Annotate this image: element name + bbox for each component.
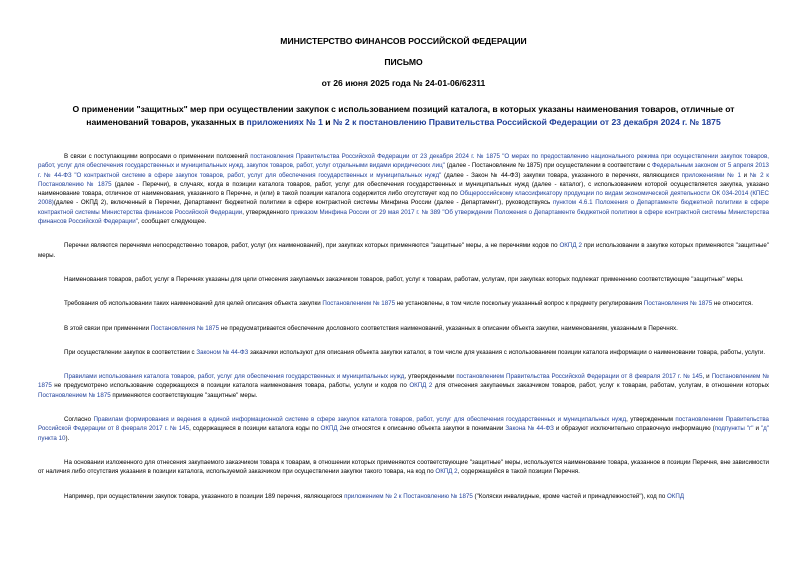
- text: (далее - Постановление № 1875) при осуществлении в соответствии с: [444, 162, 653, 170]
- link-resolution-1875[interactable]: Постановлением № 1875: [38, 391, 111, 399]
- paragraph-1: [38, 152, 769, 226]
- text: При осуществлении закупок в соответствии с: [64, 348, 197, 356]
- text: , содержащиеся в позиции каталога коды по: [189, 425, 321, 433]
- link-appendix-2[interactable]: № 2 к Постановлению № 1875: [38, 171, 769, 188]
- link-subparagraph-g[interactable]: подпункты "г": [714, 425, 754, 433]
- text: В этой связи при применении: [64, 324, 151, 332]
- link-okpd2[interactable]: ОКПД 2: [559, 242, 582, 250]
- link-okpd2[interactable]: ОКПД 2: [409, 382, 433, 390]
- title-text: О применении "защитных" мер при осуществлении закупок с использованием позиций каталога, в которых указаны наименования товаров, отличные от наименований товаров, указанных в: [72, 104, 735, 127]
- text: , содержащийся в такой позиции Перечня.: [457, 468, 580, 476]
- text: , утвержденными: [404, 373, 457, 381]
- title-link-appendix-2[interactable]: № 2 к постановлению Правительства Российской Федерации от 23 декабря 2024 г. № 1875: [332, 116, 721, 127]
- paragraph-6: [38, 348, 769, 357]
- link-okpd2[interactable]: ОКПД: [666, 492, 685, 500]
- text: заказчики используют для описания объекта закупки каталог, в том числе для указания с использованием позиции каталога информации о наименовании товара, работы, услуги.: [248, 348, 766, 356]
- link-okpd2[interactable]: ОКПД 2: [320, 425, 344, 433]
- link-okpd2[interactable]: ОКПД 2: [435, 468, 458, 476]
- text: , утвержденного: [242, 208, 291, 216]
- paragraph-10: [38, 492, 769, 501]
- ministry-heading: МИНИСТЕРСТВО ФИНАНСОВ РОССИЙСКОЙ ФЕДЕРАЦИИ: [280, 36, 527, 46]
- paragraph-2: [38, 241, 769, 260]
- link-law-44fz[interactable]: Законом № 44-ФЗ: [196, 348, 249, 356]
- text: не относится.: [712, 300, 753, 308]
- paragraph-8: [38, 415, 769, 443]
- link-law-44fz[interactable]: Федеральным законом от 5 апреля 2013 г. № 44-ФЗ "О контрактной системе в сфере закупок товаров, работ, услуг для обеспечения государственных и муниципальных нужд": [38, 162, 770, 179]
- text: Согласно: [64, 416, 94, 424]
- link-catalog-formation-rules[interactable]: Правилам формирования и ведения в единой информационной системе в сфере закупок каталога товаров, работ, услуг для обеспечения государственных и муниципальных нужд: [93, 416, 627, 424]
- paragraph-5: [38, 324, 769, 333]
- paragraph-4: [38, 299, 769, 308]
- text: применяются соответствующие "защитные" меры.: [110, 391, 258, 399]
- text: (далее - ОКПД 2), включенный в Перечни, Департамент бюджетной политики в сфере контрактной системы Минфина России (далее - Департамент), руководствуясь: [53, 199, 553, 207]
- text: и образуют исключительно справочную информацию (: [553, 425, 715, 433]
- text: ).: [65, 434, 70, 442]
- link-resolution-1875[interactable]: постановления Правительства Российской Федерации от 23 декабря 2024 г. № 1875 "О мерах по предоставлению национального режима при осуществлении закупок товаров, работ, услуг для обеспечения государственных и муниципальных нужд, закупок товаров, работ, услуг отдельными видами юридических лиц": [38, 153, 770, 170]
- text: Наименования товаров, работ, услуг в Перечнях указаны для цели отнесения закупаемых заказчиком товаров, работ, услуг к товарам, работам, услугам, при закупках которых подлежат применению соответствующие "защитные" меры.: [64, 275, 744, 283]
- text: (далее - Закон № 44-ФЗ) закупки товара, указанного в перечнях, являющихся: [441, 171, 682, 179]
- link-subparagraph-d[interactable]: "д" пункта 10: [38, 425, 769, 442]
- text: Например, при осуществлении закупок товара, указанного в позиции 189 перечня, являющегося: [64, 492, 345, 500]
- text: ("Коляски инвалидные, кроме частей и принадлежностей"), код по: [472, 492, 667, 500]
- link-order-389[interactable]: приказом Минфина России от 29 мая 2017 г. № 389 "Об утверждении Положения о Департаменте бюджетной политики в сфере контрактной системы Министерства финансов Российской Федерации": [38, 208, 770, 226]
- link-resolution-1875[interactable]: Постановления № 1875: [643, 300, 713, 308]
- text: для отнесения закупаемых заказчиком товаров, работ, услуг к товарам, работам, услугам, в отношении которых: [432, 382, 769, 390]
- paragraph-9: [38, 458, 769, 477]
- text: В связи с поступающими вопросами о применении положений: [64, 153, 251, 160]
- document-date-number: от 26 июня 2025 года № 24-01-06/62311: [321, 78, 486, 88]
- text: , сообщает следующее.: [137, 218, 207, 226]
- link-resolution-1875[interactable]: Постановления № 1875: [150, 324, 220, 332]
- link-resolution-145[interactable]: постановлением Правительства Российской Федерации от 8 февраля 2017 г. № 145: [456, 373, 703, 381]
- text: (далее - Перечни), в случаях, когда в позиции каталога товаров, работ, услуг для обеспечения государственных и муниципальных нужд (далее - каталог), с использованием которой осуществляется закупка, указано наименование товара, отличное от наименования, указанного в Перечне, и (или) в такой позиции каталога содержится либо отсутствует код по: [38, 180, 769, 198]
- link-catalog-rules[interactable]: Правилами использования каталога товаров, работ, услуг для обеспечения государственных и муниципальных нужд: [64, 373, 405, 381]
- text: не предусматривается обеспечение дословного соответствия наименований, указанных в описании объекта закупки, наименованиям, указанным в Перечнях.: [219, 324, 678, 332]
- link-resolution-145[interactable]: постановлением Правительства Российской Федерации от 8 февраля 2017 г. № 145: [38, 416, 769, 433]
- text: , и: [702, 373, 712, 381]
- text: и: [753, 425, 761, 433]
- link-department-regulation[interactable]: пунктом 4.6.1 Положения о Департаменте бюджетной политики в сфере контрактной системы Министерства финансов Российской Федерации: [38, 199, 769, 216]
- text: и: [740, 171, 750, 179]
- document-title: [60, 103, 747, 128]
- title-link-appendix-1[interactable]: приложениях № 1: [246, 116, 323, 127]
- document-type: ПИСЬМО: [384, 57, 423, 67]
- text: не относятся к описанию объекта закупки в понимании: [343, 425, 506, 433]
- text: не предусмотрено использование содержащихся в позиции каталога наименования товара, работы, услуги и кодов по: [51, 382, 410, 390]
- link-okpd2-classifier[interactable]: Общероссийскому классификатору продукции по видам экономической деятельности ОК 034-2014 (КПЕС 2008): [38, 190, 769, 207]
- title-text: и: [322, 116, 333, 127]
- link-appendix-1[interactable]: приложениями № 1: [681, 171, 741, 179]
- text: Перечни являются перечнями непосредственно товаров, работ, услуг (их наименований), при закупках которых применяются "защитные" меры, а не перечнями кодов по: [64, 242, 560, 250]
- text: не установлены, в том числе поскольку указанный вопрос к предмету регулирования: [395, 300, 644, 308]
- link-resolution-1875[interactable]: Постановлением № 1875: [38, 373, 769, 390]
- link-appendix-2[interactable]: приложением № 2 к Постановлению № 1875: [344, 492, 473, 500]
- text: при использовании в закупке которых применяются "защитные" меры.: [38, 242, 769, 259]
- link-resolution-1875[interactable]: Постановлением № 1875: [322, 300, 396, 308]
- link-law-44fz[interactable]: Закона № 44-ФЗ: [505, 425, 554, 433]
- text: , утвержденным: [626, 416, 676, 424]
- text: Требования об использовании таких наименований для целей описания объекта закупки: [64, 300, 323, 308]
- paragraph-3: [38, 275, 769, 284]
- text: На основании изложенного для отнесения закупаемого заказчиком товара к товарам, в отношении которых применяются соответствующие "защитные" меры, используется наименование товара, указанное в позиции Перечня, вне зависимости от наличия либо отсутствия указания в позиции каталога, используемой заказчиком при осуществлении закупки такого товара, на код по: [38, 458, 769, 476]
- paragraph-7: [38, 372, 769, 400]
